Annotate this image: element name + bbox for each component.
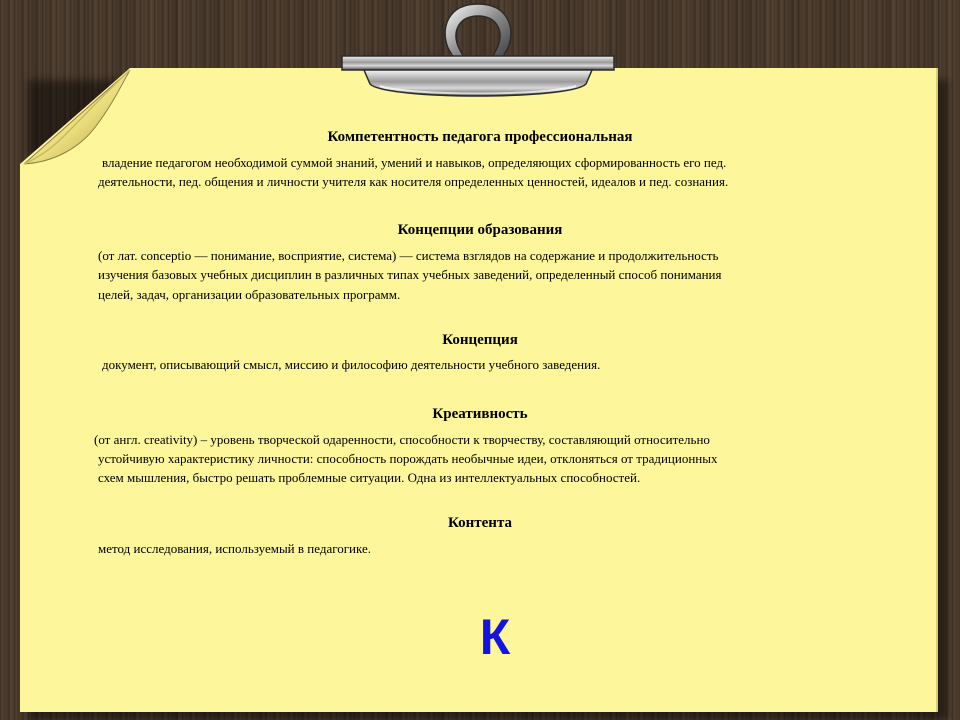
term-line: целей, задач, организации образовательных программ. bbox=[98, 287, 401, 302]
term-line: (от англ. creativity) – уровень творческой одаренности, способности к творчеству, составляющий относительно bbox=[94, 432, 710, 447]
term-line: изучения базовых учебных дисциплин в различных типах учебных заведений, определенный способ понимания bbox=[98, 267, 722, 282]
binder-clip-icon bbox=[340, 0, 616, 108]
term-line: деятельности, пед. общения и личности учителя как носителя определенных ценностей, идеалов и пед. сознания. bbox=[98, 174, 729, 189]
term-line: (от лат. conceptio — понимание, восприятие, система) — система взглядов на содержание и продолжительность bbox=[98, 248, 719, 263]
term-title-creativity: Креативность bbox=[432, 406, 528, 422]
term-title-content: Контента bbox=[448, 515, 512, 531]
term-line: устойчивую характеристику личности: способность порождать необычные идеи, отклоняться от традиционных bbox=[98, 451, 718, 466]
section-letter: К bbox=[479, 609, 511, 665]
term-line: метод исследования, используемый в педагогике. bbox=[98, 541, 372, 556]
page-curl-icon bbox=[24, 70, 132, 166]
term-line: схем мышления, быстро решать проблемные ситуации. Одна из интеллектуальных способностей. bbox=[98, 470, 641, 485]
term-line: владение педагогом необходимой суммой знаний, умений и навыков, определяющих сформированность его пед. bbox=[102, 155, 727, 170]
term-line: документ, описывающий смысл, миссию и философию деятельности учебного заведения. bbox=[102, 357, 601, 372]
term-title-concept: Концепция bbox=[442, 332, 518, 348]
term-title-education-concepts: Концепции образования bbox=[397, 222, 563, 238]
term-title-competence: Компетентность педагога профессиональная bbox=[327, 129, 633, 145]
